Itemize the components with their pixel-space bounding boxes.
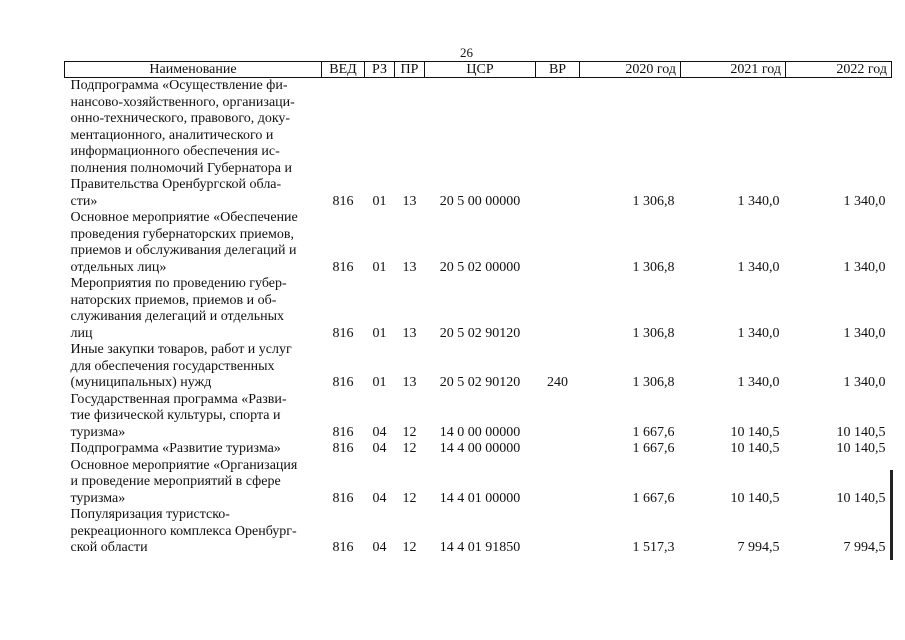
- cell-csr: 14 4 01 00000: [439, 490, 521, 506]
- cell-csr: 14 4 01 91850: [439, 540, 521, 555]
- header-name: Наименование: [65, 62, 322, 78]
- name-line: ментационного, аналитического и: [70, 127, 274, 143]
- cell-csr: 20 5 02 00000: [439, 259, 521, 275]
- cell-2020: 1 517,3: [632, 540, 675, 555]
- cell-2021: 1 340,0: [737, 325, 780, 341]
- name-line: Основное мероприятие «Обеспечение: [70, 210, 298, 225]
- name-line: рекреационного комплекса Оренбург-: [70, 523, 297, 539]
- cell-ved: 816: [332, 540, 354, 555]
- table-row: [65, 458, 892, 508]
- cell-2021: 10 140,5: [730, 441, 780, 456]
- name-line: и проведение мероприятий в сфере: [70, 474, 281, 489]
- page-number: 26: [460, 45, 473, 60]
- name-line: туризма»: [70, 424, 126, 440]
- cell-rz: 01: [372, 193, 387, 209]
- table-row: [65, 342, 892, 392]
- cell-csr: 14 4 00 00000: [439, 441, 521, 456]
- cell-vr: [536, 210, 580, 276]
- name-line: тие физической культуры, спорта и: [70, 408, 281, 423]
- cell-pr: 12: [402, 441, 417, 456]
- cell-rz: 04: [372, 441, 387, 456]
- cell-vr: [536, 392, 580, 442]
- cell-2020: 1 667,6: [632, 441, 675, 456]
- name-line: (муниципальных) нужд: [70, 375, 212, 390]
- cell-name: [65, 78, 322, 211]
- header-vr: ВР: [536, 62, 580, 78]
- name-line: Подпрограмма «Осуществление фи-: [70, 78, 288, 93]
- table-row: [65, 441, 892, 458]
- name-line: служивания делегаций и отдельных: [70, 309, 285, 324]
- cell-2020: 1 306,8: [632, 325, 675, 341]
- cell-2020: 1 306,8: [632, 259, 675, 275]
- cell-2022: 10 140,5: [836, 441, 886, 456]
- cell-rz: 01: [372, 375, 387, 390]
- cell-name: [65, 342, 322, 392]
- cell-2022: 10 140,5: [836, 490, 886, 506]
- cell-ved: 816: [332, 259, 354, 275]
- cell-vr: [536, 507, 580, 557]
- name-line: нансово-хозяйственного, организаци-: [70, 94, 295, 110]
- cell-pr: 12: [402, 424, 417, 440]
- name-line: Подпрограмма «Развитие туризма»: [70, 441, 281, 456]
- name-line: Мероприятия по проведению губер-: [70, 276, 287, 291]
- cell-ved: 816: [332, 424, 354, 440]
- table-row: [65, 78, 892, 211]
- cell-ved: 816: [332, 441, 354, 456]
- cell-csr: 20 5 02 90120: [439, 325, 521, 341]
- name-line: наторских приемов, приемов и об-: [70, 292, 277, 308]
- cell-csr: 20 5 00 00000: [439, 193, 521, 209]
- table-row: [65, 276, 892, 342]
- scan-edge-mark: [890, 470, 893, 560]
- cell-2021: 10 140,5: [730, 490, 780, 506]
- name-line: отдельных лиц»: [70, 259, 167, 275]
- cell-vr: [536, 276, 580, 342]
- header-2020: 2020 год: [580, 62, 681, 78]
- table-row: [65, 507, 892, 557]
- cell-pr: 13: [402, 259, 417, 275]
- cell-ved: 816: [332, 375, 354, 390]
- header-pr: ПР: [395, 62, 425, 78]
- cell-vr: [536, 441, 580, 458]
- header-csr: ЦСР: [425, 62, 536, 78]
- name-line: приемов и обслуживания делегаций и: [70, 243, 297, 258]
- name-line: Правительства Оренбургской обла-: [70, 177, 282, 192]
- cell-name: [65, 458, 322, 508]
- cell-rz: 01: [372, 325, 387, 341]
- name-line: проведения губернаторских приемов,: [70, 226, 294, 242]
- cell-vr: [536, 458, 580, 508]
- name-line: ской области: [70, 540, 148, 555]
- table-row: [65, 210, 892, 276]
- cell-2020: 1 306,8: [632, 375, 675, 390]
- cell-pr: 12: [402, 490, 417, 506]
- name-line: онно-технического, правового, доку-: [70, 111, 291, 126]
- name-line: Государственная программа «Разви-: [70, 391, 287, 407]
- table-header-row: [65, 62, 892, 78]
- cell-name: [65, 441, 322, 458]
- cell-csr: 14 0 00 00000: [439, 424, 521, 440]
- cell-rz: 04: [372, 424, 387, 440]
- name-line: сти»: [70, 193, 98, 209]
- cell-name: [65, 276, 322, 342]
- cell-name: [65, 392, 322, 442]
- name-line: лиц: [70, 325, 93, 341]
- name-line: полнения полномочий Губернатора и: [70, 160, 292, 176]
- budget-table: [64, 61, 892, 557]
- cell-2022: 7 994,5: [843, 540, 886, 555]
- cell-pr: 12: [402, 540, 417, 555]
- cell-pr: 13: [402, 325, 417, 341]
- cell-rz: 04: [372, 490, 387, 506]
- cell-csr: 20 5 02 90120: [439, 375, 521, 390]
- cell-rz: 04: [372, 540, 387, 555]
- cell-pr: 13: [402, 375, 417, 390]
- name-line: для обеспечения государственных: [70, 358, 275, 374]
- cell-2020: 1 667,6: [632, 424, 675, 440]
- cell-ved: 816: [332, 193, 354, 209]
- cell-rz: 01: [372, 259, 387, 275]
- name-line: информационного обеспечения ис-: [70, 144, 280, 159]
- name-line: туризма»: [70, 490, 126, 506]
- cell-2021: 10 140,5: [730, 424, 780, 440]
- cell-2021: 1 340,0: [737, 259, 780, 275]
- table-row: [65, 392, 892, 442]
- cell-2021: 1 340,0: [737, 375, 780, 390]
- name-line: Иные закупки товаров, работ и услуг: [70, 342, 292, 357]
- cell-2020: 1 306,8: [632, 193, 675, 209]
- cell-pr: 13: [402, 193, 417, 209]
- cell-2020: 1 667,6: [632, 490, 675, 506]
- cell-2022: 10 140,5: [836, 424, 886, 440]
- cell-2021: 1 340,0: [737, 193, 780, 209]
- cell-name: [65, 507, 322, 557]
- cell-2022: 1 340,0: [843, 375, 886, 390]
- header-ved: ВЕД: [322, 62, 365, 78]
- cell-2022: 1 340,0: [843, 259, 886, 275]
- table-body: [65, 78, 892, 557]
- header-2022: 2022 год: [786, 62, 892, 78]
- cell-vr: 240: [547, 375, 568, 390]
- header-2021: 2021 год: [681, 62, 786, 78]
- cell-vr: [536, 78, 580, 211]
- cell-2021: 7 994,5: [737, 540, 780, 555]
- cell-2022: 1 340,0: [843, 193, 886, 209]
- cell-name: [65, 210, 322, 276]
- name-line: Основное мероприятие «Организация: [70, 457, 298, 473]
- cell-ved: 816: [332, 325, 354, 341]
- cell-2022: 1 340,0: [843, 325, 886, 341]
- name-line: Популяризация туристско-: [70, 507, 230, 522]
- cell-ved: 816: [332, 490, 354, 506]
- header-rz: РЗ: [365, 62, 395, 78]
